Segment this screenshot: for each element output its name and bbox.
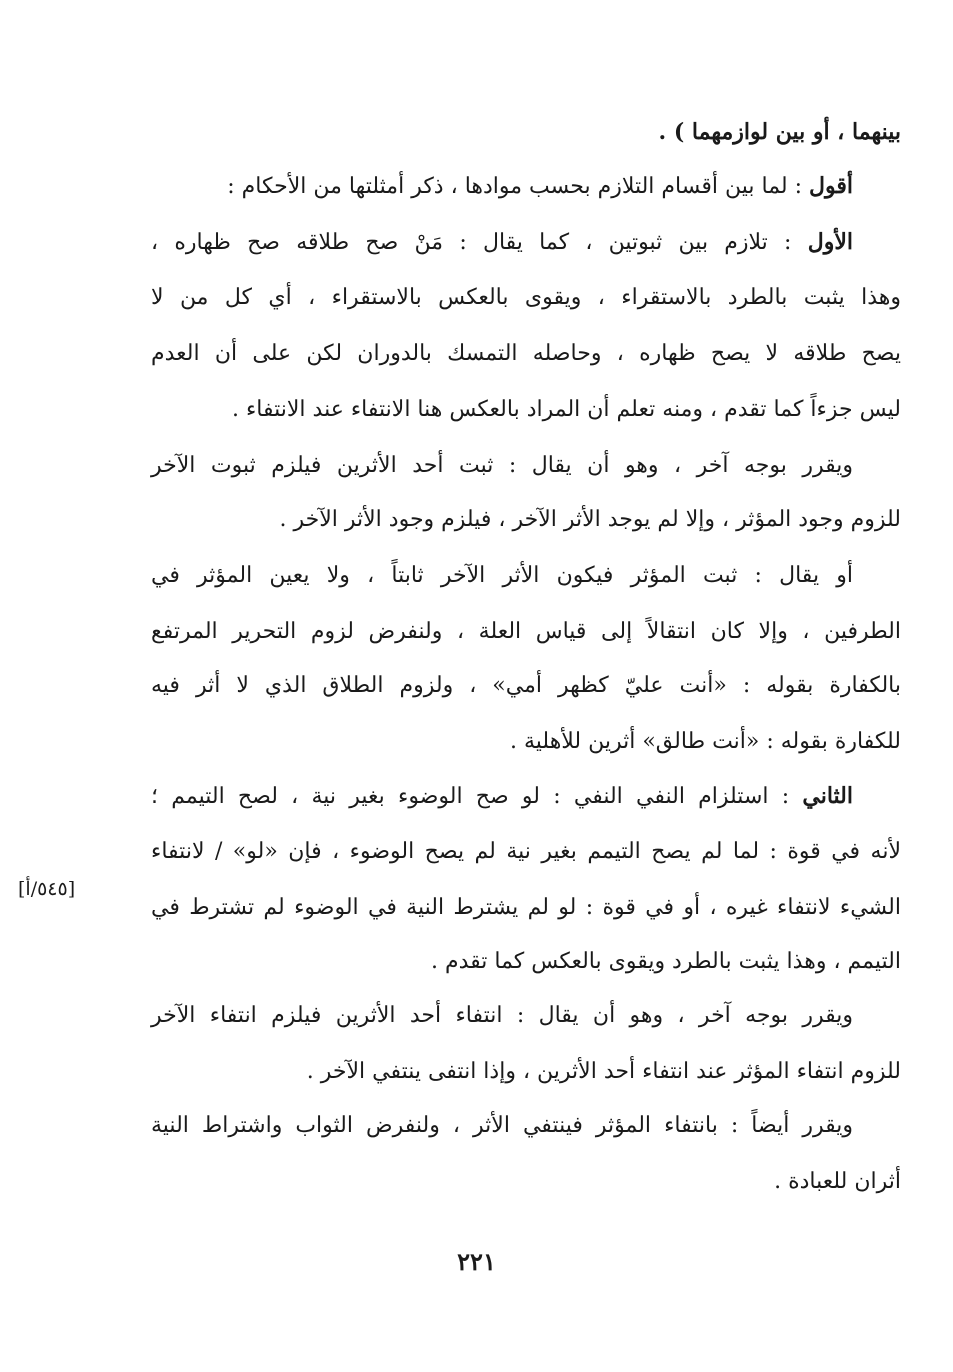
- text-line-11: [151, 671, 901, 701]
- line-text: بالكفارة بقوله : «أنت عليّ كظهر أمي» ، ولزوم الطلاق الذي لا أثر فيه: [151, 673, 901, 698]
- section-lead: أقول: [809, 173, 853, 199]
- line-text: الشيء لانتفاء غيره ، أو في قوة : لو لم يشترط النية في الوضوء لم تشترط في: [151, 895, 901, 920]
- text-line-16: [151, 947, 901, 977]
- line-text: يصح طلاقه لا يصح ظهاره ، وحاصله التمسك بالدوران لكن على أن العدم: [151, 341, 901, 366]
- line-text: للزوم انتفاء المؤثر عند انتفاء أحد الأثرين ، وإذا انتفى ينتفي الآخر .: [306, 1059, 901, 1084]
- line-text: ويقرر أيضاً : بانتفاء المؤثر فينتفي الأثر ، ولنفرض الثواب واشتراط النية: [151, 1113, 853, 1138]
- line-text: ويقرر بوجه آخر ، وهو أن يقال : انتفاء أحد الأثرين فيلزم انتفاء الآخر: [151, 1003, 853, 1028]
- text-line-10: [151, 617, 901, 647]
- line-text: بينهما ، أو بين لوازمهما ) .: [658, 119, 901, 145]
- text-line-6: [151, 395, 901, 425]
- line-text: لأنه في قوة : لما لم يصح التيمم بغير نية لم يصح الوضوء ، فإن «لو» / لانتفاء: [151, 839, 901, 864]
- line-text: : لما بين أقسام التلازم بحسب موادها ، ذكر أمثلتها من الأحكام :: [227, 174, 810, 199]
- line-text: ليس جزءاً كما تقدم ، ومنه تعلم أن المراد بالعكس هنا الانتفاء عند الانتفاء .: [231, 397, 901, 422]
- text-line-12: [151, 727, 901, 757]
- text-line-17: [151, 1001, 901, 1031]
- text-line-5: [151, 339, 901, 369]
- line-text: للكفارة بقوله : «أنت طالق» أثرين للأهلية .: [509, 729, 901, 754]
- text-line-14: [151, 837, 901, 867]
- line-text: الطرفين ، وإلا كان انتقالاً إلى قياس العلة ، ولنفرض لزوم التحرير المرتفع: [151, 619, 901, 644]
- line-text: أثران للعبادة .: [774, 1169, 901, 1194]
- line-text: التيمم ، وهذا يثبت بالطرد ويقوى بالعكس كما تقدم .: [430, 949, 901, 974]
- text-line-8: [151, 505, 901, 535]
- text-line-19: [151, 1111, 901, 1141]
- section-lead: الثاني: [802, 783, 853, 809]
- text-line-13: [151, 781, 901, 812]
- text-line-20: [151, 1167, 901, 1197]
- line-text: وهذا يثبت بالطرد بالاستقراء ، ويقوى بالعكس بالاستقراء ، أي كل من لا: [151, 285, 901, 310]
- margin-folio-note: [٥٤٥/أ]: [18, 878, 76, 900]
- text-line-4: [151, 283, 901, 313]
- line-text: : استلزام النفي النفي : لو صح الوضوء بغير نية ، لصح التيمم ؛: [151, 784, 803, 809]
- text-line-3: [151, 227, 901, 258]
- section-lead: الأول: [807, 229, 853, 255]
- line-text: : تلازم بين ثبوتين ، كما يقال : مَنْ صح طلاقه صح ظهاره ،: [151, 230, 808, 255]
- text-line-15: [151, 893, 901, 923]
- text-line-1: [151, 117, 901, 147]
- text-line-18: [151, 1057, 901, 1087]
- line-text: للزوم وجود المؤثر ، وإلا لم يوجد الأثر الآخر ، فيلزم وجود الأثر الآخر .: [279, 507, 901, 532]
- page-number: ٢٢١: [457, 1247, 496, 1276]
- text-line-7: [151, 451, 901, 481]
- text-line-2: [151, 171, 901, 202]
- line-text: ويقرر بوجه آخر ، وهو أن يقال : ثبت أحد الأثرين فيلزم ثبوت الآخر: [151, 453, 853, 478]
- text-line-9: [151, 561, 901, 591]
- line-text: أو يقال : ثبت المؤثر فيكون الأثر الآخر ثابتاً ، ولا يعين المؤثر في: [151, 563, 853, 588]
